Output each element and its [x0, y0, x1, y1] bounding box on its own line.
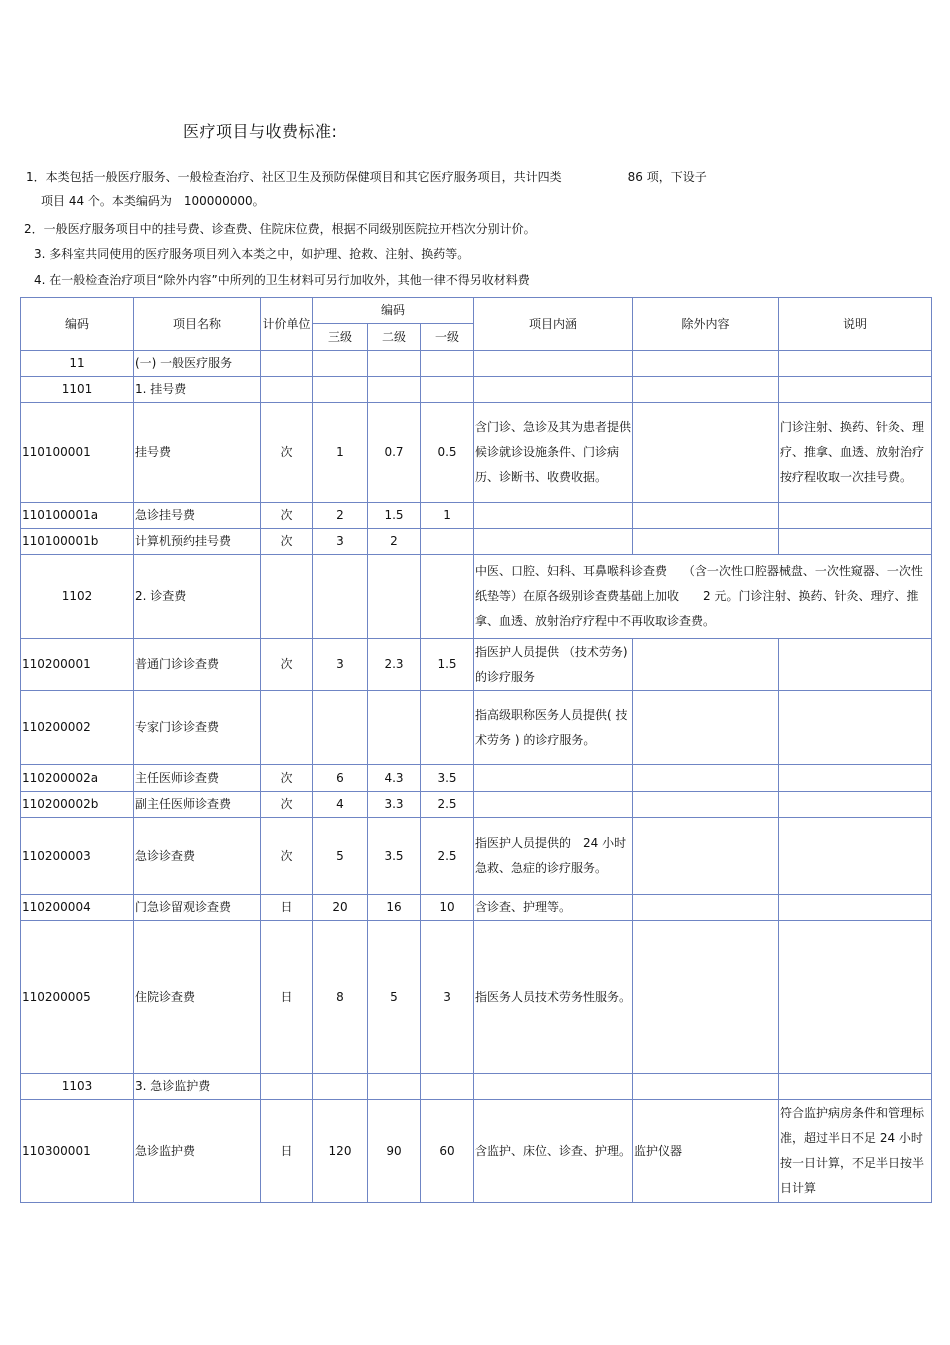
cell-code: 110200005 — [21, 921, 134, 1074]
cell-exclusions — [633, 818, 779, 895]
cell-exclusions — [633, 377, 779, 403]
note-1-text-a: 1．本类包括一般医疗服务、一般检查治疗、社区卫生及预防保健项目和其它医疗服务项目，共计四类 — [26, 170, 562, 184]
cell-exclusions — [633, 1074, 779, 1100]
cell-g2 — [368, 351, 421, 377]
cell-unit: 次 — [261, 818, 313, 895]
cell-unit: 次 — [261, 403, 313, 503]
cell-content-merged: 中医、口腔、妇科、耳鼻喉科诊查费 （含一次性口腔器械盘、一次性窥器、一次性纸垫等）在原各级别诊查费基础上加收 2 元。门诊注射、换药、针灸、理疗、推拿、血透、放射治疗疗程中不再收取诊查费。 — [474, 555, 932, 639]
cell-exclusions — [633, 792, 779, 818]
cell-remarks — [779, 639, 932, 691]
header-code: 编码 — [21, 298, 134, 351]
cell-content: 含诊查、护理等。 — [474, 895, 633, 921]
cell-name: 挂号费 — [134, 403, 261, 503]
cell-name: 主任医师诊查费 — [134, 765, 261, 792]
cell-code: 110200003 — [21, 818, 134, 895]
table-row — [21, 555, 932, 639]
cell-unit: 次 — [261, 503, 313, 529]
cell-exclusions — [633, 639, 779, 691]
cell-g1: 60 — [421, 1100, 474, 1203]
cell-name: (一) 一般医疗服务 — [134, 351, 261, 377]
cell-g1: 3.5 — [421, 765, 474, 792]
cell-g2: 2.3 — [368, 639, 421, 691]
table-row — [21, 1074, 932, 1100]
cell-g2: 16 — [368, 895, 421, 921]
cell-remarks — [779, 895, 932, 921]
table-row — [21, 792, 932, 818]
cell-g1: 3 — [421, 921, 474, 1074]
cell-g1: 2.5 — [421, 792, 474, 818]
cell-code: 110200002b — [21, 792, 134, 818]
cell-g1 — [421, 529, 474, 555]
table-row — [21, 403, 932, 503]
cell-g1 — [421, 377, 474, 403]
cell-g1: 10 — [421, 895, 474, 921]
cell-name: 专家门诊诊查费 — [134, 691, 261, 765]
header-row-1 — [21, 298, 932, 324]
header-remarks: 说明 — [779, 298, 932, 351]
cell-unit: 次 — [261, 765, 313, 792]
cell-g2: 5 — [368, 921, 421, 1074]
table-row — [21, 529, 932, 555]
cell-name: 普通门诊诊查费 — [134, 639, 261, 691]
header-name: 项目名称 — [134, 298, 261, 351]
table-row — [21, 351, 932, 377]
cell-name: 计算机预约挂号费 — [134, 529, 261, 555]
cell-content — [474, 792, 633, 818]
cell-g2 — [368, 691, 421, 765]
cell-g3: 20 — [313, 895, 368, 921]
cell-unit — [261, 351, 313, 377]
cell-name: 急诊挂号费 — [134, 503, 261, 529]
cell-content — [474, 503, 633, 529]
cell-content — [474, 765, 633, 792]
cell-g1: 0.5 — [421, 403, 474, 503]
table-row — [21, 377, 932, 403]
note-1 — [26, 169, 707, 185]
cell-unit — [261, 1074, 313, 1100]
fee-table — [20, 297, 932, 1203]
cell-name: 住院诊查费 — [134, 921, 261, 1074]
cell-content — [474, 377, 633, 403]
table-row — [21, 691, 932, 765]
cell-content: 指高级职称医务人员提供( 技术劳务 ) 的诊疗服务。 — [474, 691, 633, 765]
cell-content: 指医护人员提供 （技术劳务) 的诊疗服务 — [474, 639, 633, 691]
cell-code: 110200002 — [21, 691, 134, 765]
cell-remarks — [779, 503, 932, 529]
cell-unit: 日 — [261, 895, 313, 921]
cell-exclusions — [633, 503, 779, 529]
cell-remarks — [779, 351, 932, 377]
cell-g1 — [421, 555, 474, 639]
cell-code: 110200001 — [21, 639, 134, 691]
cell-g2 — [368, 377, 421, 403]
cell-code: 110300001 — [21, 1100, 134, 1203]
note-1-text-b: 86 项，下设子 — [627, 170, 707, 184]
cell-name: 副主任医师诊查费 — [134, 792, 261, 818]
cell-g1: 2.5 — [421, 818, 474, 895]
cell-exclusions: 监护仪器 — [633, 1100, 779, 1203]
cell-exclusions — [633, 529, 779, 555]
cell-g3: 2 — [313, 503, 368, 529]
table-row — [21, 895, 932, 921]
cell-g1: 1.5 — [421, 639, 474, 691]
cell-code: 110100001a — [21, 503, 134, 529]
cell-unit — [261, 691, 313, 765]
cell-unit: 日 — [261, 921, 313, 1074]
cell-g3: 5 — [313, 818, 368, 895]
cell-unit: 次 — [261, 529, 313, 555]
header-grade-code: 编码 — [313, 298, 474, 324]
cell-g2: 1.5 — [368, 503, 421, 529]
cell-exclusions — [633, 691, 779, 765]
cell-remarks — [779, 818, 932, 895]
cell-exclusions — [633, 351, 779, 377]
cell-code: 1101 — [21, 377, 134, 403]
cell-exclusions — [633, 921, 779, 1074]
cell-content: 指医务人员技术劳务性服务。 — [474, 921, 633, 1074]
cell-g3: 3 — [313, 639, 368, 691]
cell-g2: 90 — [368, 1100, 421, 1203]
table-row — [21, 503, 932, 529]
cell-g3: 8 — [313, 921, 368, 1074]
cell-remarks: 门诊注射、换药、针灸、理疗、推拿、血透、放射治疗按疗程收取一次挂号费。 — [779, 403, 932, 503]
header-unit: 计价单位 — [261, 298, 313, 351]
table-row — [21, 921, 932, 1074]
table-row — [21, 1100, 932, 1203]
cell-remarks — [779, 921, 932, 1074]
note-1-cont — [41, 193, 265, 209]
cell-code: 110200004 — [21, 895, 134, 921]
cell-content: 含监护、床位、诊查、护理。 — [474, 1100, 633, 1203]
page-title: 医疗项目与收费标准: — [183, 122, 338, 141]
cell-g3: 3 — [313, 529, 368, 555]
table-row — [21, 765, 932, 792]
cell-g1 — [421, 691, 474, 765]
cell-content — [474, 351, 633, 377]
cell-code: 110100001 — [21, 403, 134, 503]
cell-name: 2. 诊查费 — [134, 555, 261, 639]
cell-g2: 3.3 — [368, 792, 421, 818]
cell-remarks — [779, 792, 932, 818]
cell-code: 110100001b — [21, 529, 134, 555]
note-4: 4. 在一般检查治疗项目“除外内容”中所列的卫生材料可另行加收外，其他一律不得另收材料费 — [34, 273, 530, 287]
cell-g3: 4 — [313, 792, 368, 818]
cell-content — [474, 1074, 633, 1100]
cell-remarks — [779, 529, 932, 555]
header-grade-1: 一级 — [421, 324, 474, 351]
cell-name: 急诊监护费 — [134, 1100, 261, 1203]
header-grade-2: 二级 — [368, 324, 421, 351]
cell-name: 3. 急诊监护费 — [134, 1074, 261, 1100]
cell-g3 — [313, 555, 368, 639]
cell-g2: 4.3 — [368, 765, 421, 792]
cell-code: 1102 — [21, 555, 134, 639]
table-row — [21, 639, 932, 691]
cell-content: 含门诊、急诊及其为患者提供候诊就诊设施条件、门诊病历、诊断书、收费收据。 — [474, 403, 633, 503]
cell-g2: 0.7 — [368, 403, 421, 503]
table-row — [21, 818, 932, 895]
cell-content — [474, 529, 633, 555]
cell-unit — [261, 555, 313, 639]
note-1-text-d: 100000000。 — [183, 194, 265, 208]
cell-g3 — [313, 691, 368, 765]
cell-remarks: 符合监护病房条件和管理标准，超过半日不足 24 小时按一日计算，不足半日按半日计算 — [779, 1100, 932, 1203]
cell-unit: 次 — [261, 639, 313, 691]
cell-code: 11 — [21, 351, 134, 377]
cell-exclusions — [633, 403, 779, 503]
cell-g3 — [313, 1074, 368, 1100]
header-content: 项目内涵 — [474, 298, 633, 351]
header-exclusions: 除外内容 — [633, 298, 779, 351]
cell-g3: 6 — [313, 765, 368, 792]
cell-unit: 日 — [261, 1100, 313, 1203]
cell-name: 急诊诊查费 — [134, 818, 261, 895]
cell-exclusions — [633, 765, 779, 792]
cell-g2: 2 — [368, 529, 421, 555]
cell-g3 — [313, 351, 368, 377]
cell-unit: 次 — [261, 792, 313, 818]
cell-content: 指医护人员提供的 24 小时急救、急症的诊疗服务。 — [474, 818, 633, 895]
cell-unit — [261, 377, 313, 403]
cell-g1 — [421, 1074, 474, 1100]
cell-g3: 1 — [313, 403, 368, 503]
cell-g1 — [421, 351, 474, 377]
note-3: 3. 多科室共同使用的医疗服务项目列入本类之中，如护理、抢救、注射、换药等。 — [34, 247, 470, 261]
note-1-text-c: 项目 44 个。本类编码为 — [41, 194, 172, 208]
cell-exclusions — [633, 895, 779, 921]
cell-g2: 3.5 — [368, 818, 421, 895]
cell-g3: 120 — [313, 1100, 368, 1203]
cell-remarks — [779, 691, 932, 765]
cell-remarks — [779, 377, 932, 403]
cell-name: 门急诊留观诊查费 — [134, 895, 261, 921]
cell-g1: 1 — [421, 503, 474, 529]
cell-name: 1. 挂号费 — [134, 377, 261, 403]
cell-code: 1103 — [21, 1074, 134, 1100]
cell-g2 — [368, 555, 421, 639]
cell-remarks — [779, 765, 932, 792]
cell-g2 — [368, 1074, 421, 1100]
cell-code: 110200002a — [21, 765, 134, 792]
cell-g3 — [313, 377, 368, 403]
note-2: 2．一般医疗服务项目中的挂号费、诊查费、住院床位费，根据不同级别医院拉开档次分别计价。 — [24, 222, 536, 236]
cell-remarks — [779, 1074, 932, 1100]
header-grade-3: 三级 — [313, 324, 368, 351]
